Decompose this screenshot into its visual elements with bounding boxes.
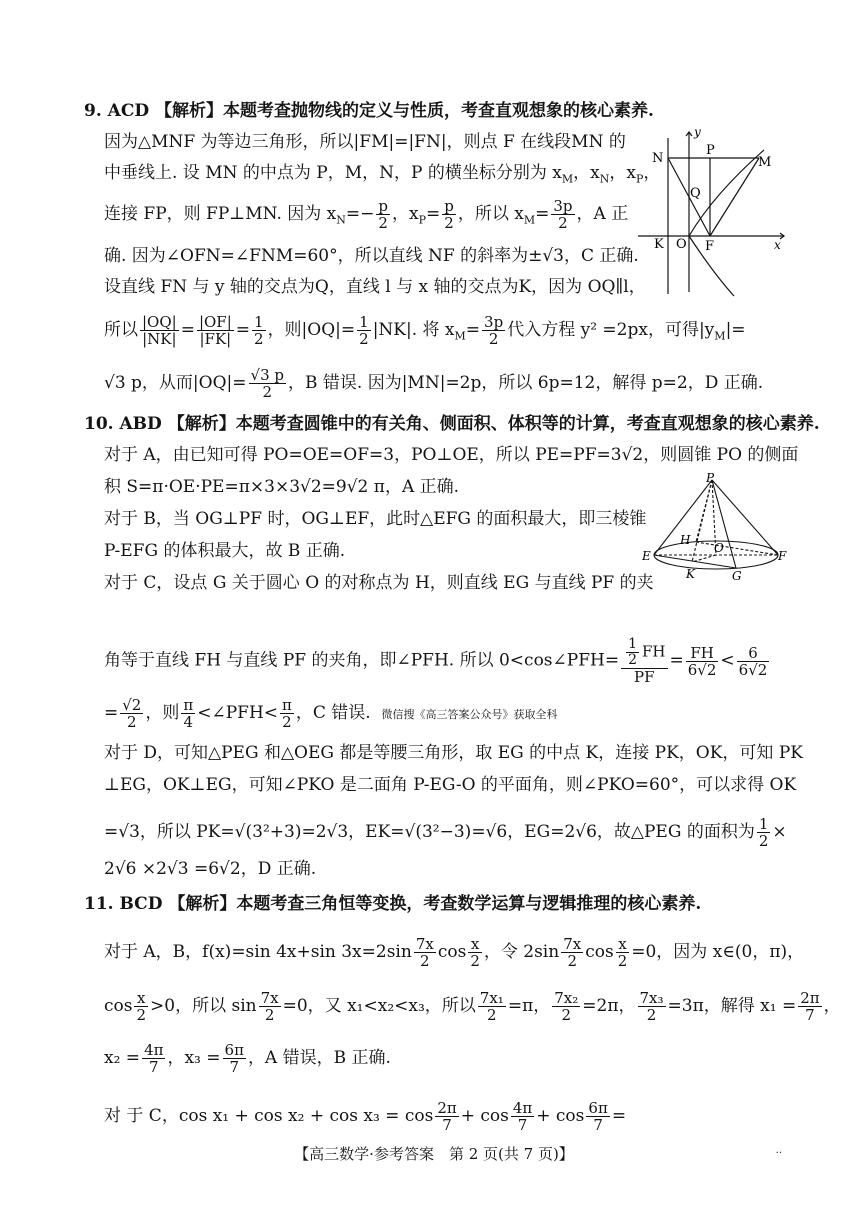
frac-den: 2 [420,952,430,970]
q9-l6-g: = [465,320,481,340]
q11-l2-b: >0，所以 sin [150,996,257,1016]
q9-line-5: 设直线 FN 与 y 轴的交点为Q，直线 l 与 x 轴的交点为K，因为 OQ∥l， [104,277,646,297]
label-p: P [706,472,715,485]
q10-frac-r2-2 [120,697,143,730]
q9-l7-b: ，B 错误. 因为|MN|=2p，所以 6p=12，解得 p=2，D 正确. [288,373,764,393]
frac-num: 7x [260,989,279,1007]
q11-l2-g: ， [823,996,841,1016]
q11-l4-c: + cos [536,1106,585,1126]
q11-frac-6pi7 [223,1042,246,1075]
label-h: H [680,533,691,547]
q9-l3-c: =− [345,204,375,224]
frac-num: x [468,936,482,953]
label-k: K [686,567,695,581]
frac-den: 2 [264,1006,275,1024]
q10-line-6 [104,637,771,685]
q10-l7-then: ，则 [145,703,180,723]
frac-den: 4 [183,713,194,731]
q11-l1-c: ，令 2sin [483,942,560,962]
q10-l7-wrong: ，C 错误. [295,703,371,723]
q11-l4-a: 对 于 C，cos x₁ + cos x₂ + cos x₃ = cos [104,1106,434,1126]
frac-den: 2 [558,214,568,232]
q9-frac-of-fk [197,314,234,347]
q11-frac-2pi7 [798,990,821,1023]
q10-frac-fh-6r2 [686,645,719,678]
q11-l3-a: x₂ = [104,1048,141,1068]
q9-l3-sub-m: M [523,213,536,227]
frac-den: 2 [646,1006,657,1024]
frac-fh: FH [642,642,666,661]
q9-line-2-end: ， [643,163,661,183]
edge-ph [696,480,712,542]
corner-mark: .. [775,1145,782,1156]
frac-num: 7x [563,935,582,953]
frac-den: 7 [593,1116,603,1134]
q11-l2-cos: cos [104,996,133,1016]
frac-num: 6π [588,1099,608,1117]
q10-l7-angle: <∠PFH< [197,703,279,723]
q11-frac-7x2s [552,990,580,1023]
frac-den: 2 [758,832,769,850]
frac-num: 1 [628,636,637,652]
q10-l10-times: × [772,822,787,842]
cone-figure [640,472,790,582]
q9-l3-a: 连接 FP，则 FP⊥MN. 因为 x [104,204,337,224]
q9-l6-j: |= [725,320,746,340]
frac-den: 2 [470,952,480,970]
q11-l1-cos: cos [437,942,467,962]
q11-line-1 [104,936,804,969]
frac-num: 6π [224,1041,244,1059]
q11-l3-c: ，A 错误，B 正确. [247,1048,391,1068]
q9-frac-oq-nk [140,314,179,347]
q11-frac-7x1 [478,990,506,1023]
q9-l3-sub-p: P [418,213,426,227]
frac-num: 7x₃ [639,989,664,1007]
q11-l2-c: =0，又 x₁<x₂<x₃，所以 [282,996,476,1016]
q9-frac-p2-a [376,198,390,231]
frac-num: √3 p [250,366,284,384]
q10-l10-a: =√3，所以 PK=√(3²+3)=2√3，EK=√(3²−3)=√6，EG=2√6，故△PEG 的面积为 [104,822,755,842]
q11-heading: 11. BCD 【解析】本题考查三角恒等变换，考查数学运算与逻辑推理的核心素养. [84,894,702,914]
frac-num: π [183,696,194,714]
label-n: N [652,151,664,166]
q9-l3-g: ，所以 x [457,204,524,224]
frac-den: 7 [229,1058,239,1076]
q10-l6-a: 角等于直线 FH 与直线 PF 的夹角，即∠PFH. 所以 0<cos∠PFH= [104,650,620,671]
label-y: y [694,125,701,139]
q9-l6-eq1: = [180,320,195,340]
q10-frac-half [757,816,771,849]
label-m: M [758,155,772,170]
q10-l6-lt: < [720,650,735,671]
q9-l6-eq2: = [235,320,251,340]
frac-den: 7 [148,1058,159,1076]
q10-frac-pi4 [181,697,195,730]
frac-den: 6√2 [738,660,768,679]
frac-num: 2π [437,1099,457,1117]
q10-line-5: 对于 C，设点 G 关于圆心 O 的对称点为 H，则直线 EG 与直线 PF 的夹 [104,573,654,593]
frac-num: x [616,936,630,953]
label-f: F [705,239,715,254]
frac-den: 2 [359,330,369,348]
label-x: x [774,238,781,252]
frac-num: 3p [484,313,504,331]
q11-l2-e: =2π， [582,996,636,1016]
frac-num: |OF| [198,313,232,331]
q9-sub-p: P [635,172,644,186]
frac-num: x [134,990,148,1007]
frac-den: 7 [805,1006,815,1024]
segment-hf [696,542,778,555]
q10-watermark-note: 微信搜《高三答案公众号》获取全科 [381,708,558,721]
q9-line-7 [104,367,763,400]
frac-den: 2 [136,1006,147,1024]
q10-line-3: 对于 B，当 OG⊥PF 时，OG⊥EF，此时△EFG 的面积最大，即三棱锥 [104,509,647,529]
frac-num: |OQ| [142,313,177,331]
q11-line-4 [104,1100,626,1133]
q9-l3-f: = [426,204,441,224]
q9-line-4: 确. 因为∠OFN=∠FNM=60°，所以直线 NF 的斜率为±√3，C 正确. [104,246,639,266]
q9-frac-r3p-2 [249,367,286,400]
frac-den: 2 [567,952,577,970]
q11-l1-a: 对于 A，B，f(x)=sin 4x+sin 3x=2sin [104,942,412,962]
q9-l3-d: ，x [392,204,419,224]
q9-l6-h: 代入方程 y² =2px，可得|y [507,320,715,340]
label-o: O [714,541,724,555]
q9-line-2-sep1: ，x [573,163,600,183]
q11-frac-4pi7 [142,1042,165,1075]
frac-num: 7x₂ [554,989,579,1007]
frac-den: 7 [517,1116,528,1134]
q11-line-2 [104,990,841,1023]
q11-frac-x2-c [134,990,148,1023]
q11-frac-6pi7-b [586,1100,609,1133]
q11-l2-f: =3π，解得 x₁ = [667,996,797,1016]
label-e: E [642,549,651,563]
frac-num: 6 [737,645,770,662]
frac-den: 2 [444,214,454,232]
label-q: Q [690,186,701,201]
q9-frac-3p2-b [482,314,505,347]
q11-l2-d: =π， [507,996,551,1016]
q9-line-2 [104,162,660,190]
frac-num: 1 [359,313,369,331]
q9-sub-m: M [561,172,574,186]
q9-l6-a: 所以 [104,320,138,340]
q9-frac-half-b [357,314,371,347]
q10-frac-pi2 [280,697,294,730]
frac-num: 4π [144,1041,164,1059]
frac-num: 1 [254,313,264,331]
label-f: F [778,549,787,563]
frac-num: p [378,197,388,215]
q11-frac-7x2-b [561,936,583,969]
q11-line-3 [104,1042,391,1075]
q10-l7-eq: = [104,703,119,723]
frac-den: 2 [488,330,499,348]
frac-num: p [444,197,454,215]
q11-frac-x2-a [468,936,482,969]
q9-l6-sub-m2: M [714,329,726,343]
q11-frac-7x2-c [259,990,281,1023]
frac-den: |FK| [199,330,232,348]
q10-frac-6-6r2 [737,645,770,678]
frac-half [626,637,639,668]
q11-l3-b: ，x₃ = [167,1048,221,1068]
q9-line-2-sep2: ，x [609,163,636,183]
q11-frac-2pi7-b [435,1100,458,1133]
parabola-figure [634,124,794,299]
q9-l3-j: ，A 正 [576,204,629,224]
parabola-curve [689,150,764,296]
label-p: P [706,143,715,158]
q9-sub-n: N [599,172,610,186]
q11-frac-4pi7-b [511,1100,534,1133]
frac-den: 2 [628,652,637,668]
q10-line-2: 积 S=π·OE·PE=π×3×3√2=9√2 π，A 正确. [104,477,460,497]
frac-num: 7x [415,935,434,953]
frac-den: |NK| [142,330,177,348]
q10-line-1: 对于 A，由已知可得 PO=OE=OF=3，PO⊥OE，所以 PE=PF=3√2，则圆锥 PO 的侧面 [104,445,799,465]
q9-l6-d: ，则|OQ|= [267,320,356,340]
q10-line-9: ⊥EG，OK⊥EG，可知∠PKO 是二面角 P-EG-O 的平面角，则∠PKO=60°，可以求得 OK [104,775,797,795]
frac-num: √2 [122,696,142,714]
q9-l7-a: √3 p，从而|OQ|= [104,373,247,393]
q11-l4-b: + cos [460,1106,509,1126]
q10-l6-eq: = [669,650,684,671]
q10-line-8: 对于 D，可知△PEG 和△OEG 都是等腰三角形，取 EG 的中点 K，连接 PK，OK，可知 PK [104,743,803,763]
q11-l1-cos2: cos [585,942,614,962]
frac-den: 7 [442,1116,452,1134]
q10-line-4: P-EFG 的体积最大，故 B 正确. [104,541,346,561]
q11-l1-e: =0，因为 x∈(0，π)， [631,942,805,962]
frac-den: 2 [127,713,137,731]
q10-frac-halffh-pf [621,637,667,685]
q9-frac-half-a [252,314,266,347]
q11-frac-7x2-a [414,936,436,969]
label-o: O [676,237,687,252]
frac-num: 1 [758,815,769,833]
q9-line-2-text: 中垂线上. 设 MN 的中点为 P，M，N，P 的横坐标分别为 x [104,163,562,183]
q9-l6-e: |NK|. 将 x [372,320,455,340]
page-footer: 【高三数学·参考答案 第 2 页(共 7 页)】 [294,1145,574,1163]
frac-num: π [282,696,292,714]
frac-den: 2 [561,1006,572,1024]
q10-line-10 [104,816,787,849]
frac-den: 2 [282,713,292,731]
q11-frac-7x3 [638,990,666,1023]
label-g: G [732,569,742,582]
q9-l3-i: = [535,204,550,224]
q9-l3-sub-n: N [336,213,346,227]
segment-ok [692,555,716,562]
frac-den: 2 [617,952,628,970]
frac-den: 2 [378,214,388,232]
q11-frac-x2-b [616,936,630,969]
frac-den: 2 [487,1006,497,1024]
frac-den: 2 [254,330,264,348]
frac-den: 6√2 [687,660,717,679]
frac-num [621,637,667,669]
label-k: K [654,237,664,252]
q9-line-1: 因为△MNF 为等边三角形，所以|FM|=|FN|，则点 F 在线段MN 的 [104,132,626,152]
q9-line-3 [104,198,628,231]
q9-l6-sub-m: M [454,329,466,343]
q11-l4-d: = [611,1106,627,1126]
q9-frac-p2-b [442,198,456,231]
frac-num: 3p [553,197,573,215]
frac-num: 2π [800,989,820,1007]
frac-den: PF [634,668,655,686]
q9-line-6 [104,314,746,347]
q9-heading: 9. ACD 【解析】本题考查抛物线的定义与性质，考查直观想象的核心素养. [84,101,654,121]
q9-frac-3p2 [551,198,574,231]
frac-num: 7x₁ [479,989,504,1007]
frac-num: FH [686,645,719,662]
q10-heading: 10. ABD 【解析】本题考查圆锥中的有关角、侧面积、体积等的计算，考查直观想象的核心素养. [84,414,820,434]
frac-den: 2 [262,383,273,401]
q10-line-11: 2√6 ×2√3 =6√2，D 正确. [104,859,317,879]
frac-num: 4π [512,1099,533,1117]
q10-line-7 [104,697,558,730]
